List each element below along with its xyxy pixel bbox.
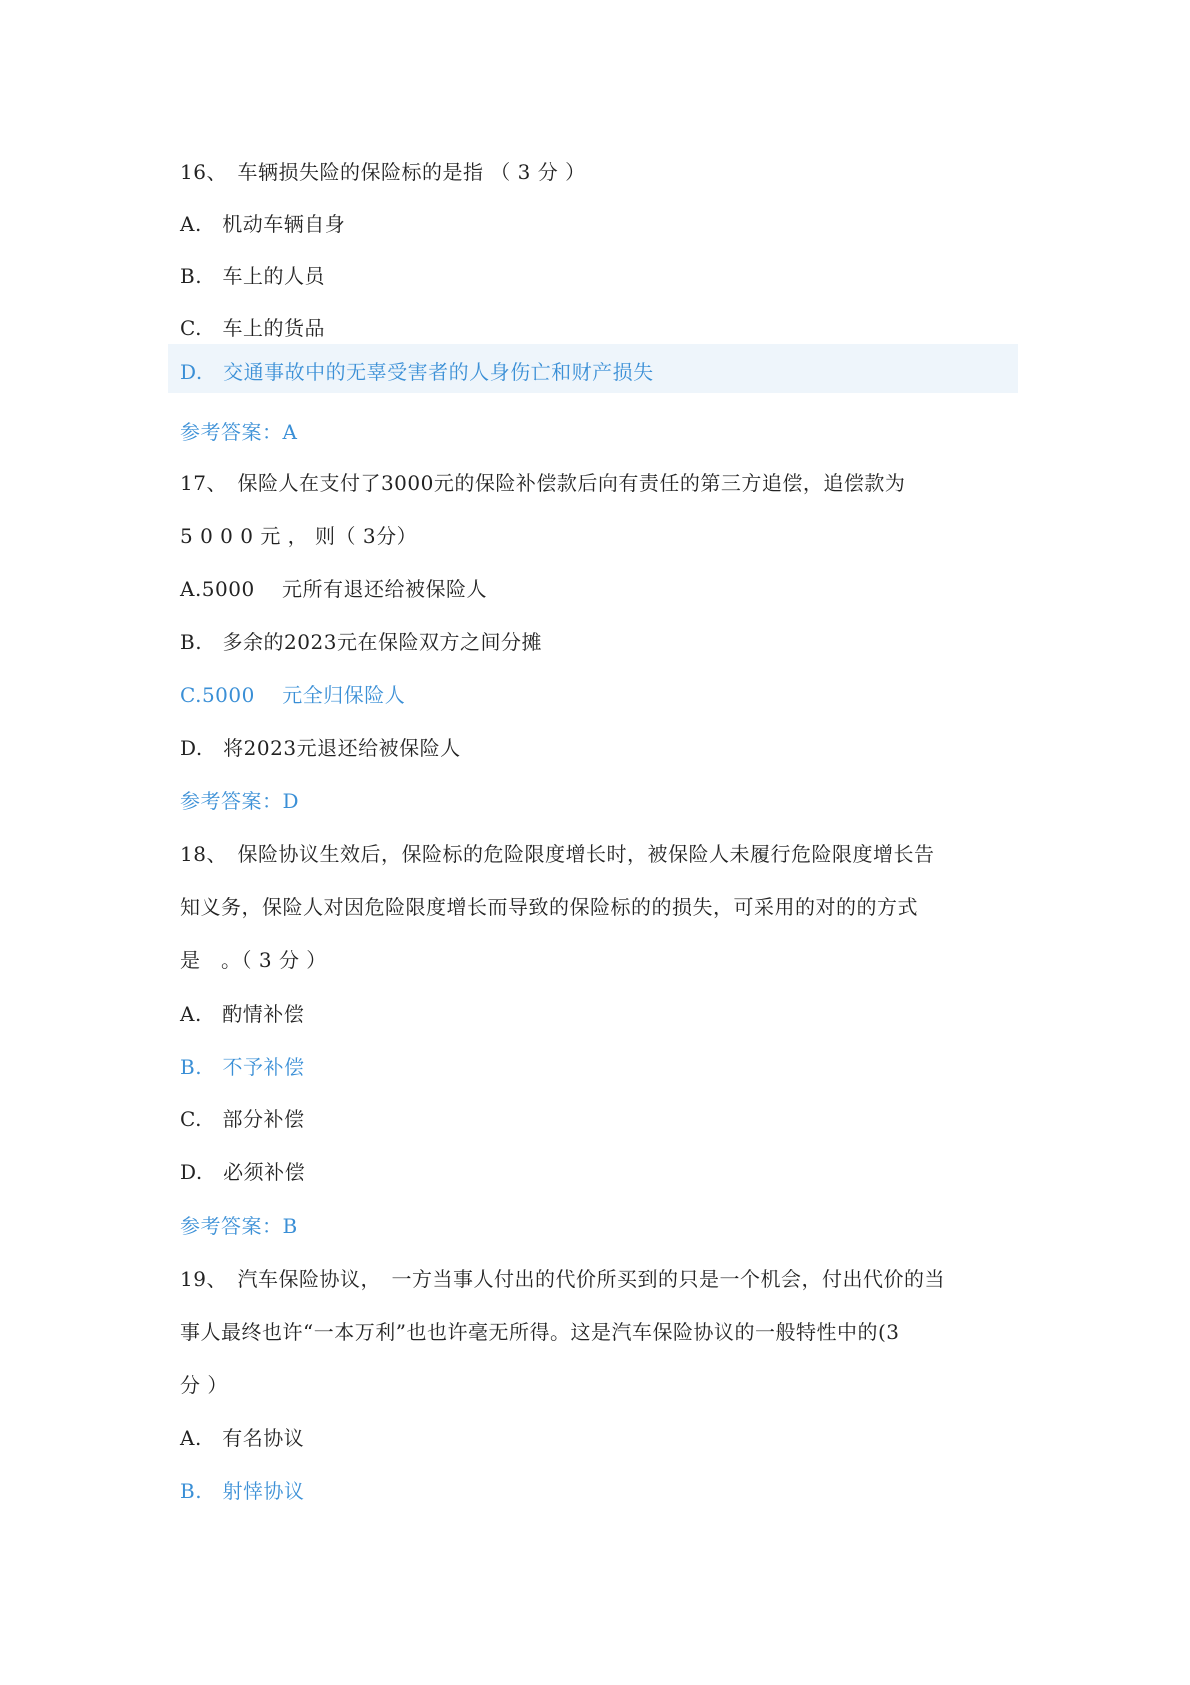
question-17-option-c: C.5000 元全归保险人 — [180, 683, 406, 707]
question-18-option-b: B. 不予补偿 — [180, 1055, 305, 1079]
question-18-option-d: D. 必须补偿 — [180, 1160, 306, 1184]
question-17-stem-line-2: 5 0 0 0 元 ， 则（ 3分） — [180, 524, 418, 548]
question-17-stem-line-1: 17、 保险人在支付了3000元的保险补偿款后向有责任的第三方追偿，追偿款为 — [180, 471, 906, 495]
question-18-stem-line-1: 18、 保险协议生效后，保险标的危险限度增长时，被保险人未履行危险限度增长告 — [180, 842, 935, 866]
question-19-stem-line-2: 事人最终也许“一本万利”也也许毫无所得。这是汽车保险协议的一般特性中的(3 — [180, 1320, 900, 1344]
question-19-option-a: A. 有名协议 — [180, 1426, 305, 1450]
question-18-option-c: C. 部分补偿 — [180, 1107, 305, 1131]
question-19-stem-line-1: 19、 汽车保险协议， 一方当事人付出的代价所买到的只是一个机会，付出代价的当 — [180, 1267, 945, 1291]
question-17-option-d: D. 将2023元退还给被保险人 — [180, 736, 461, 760]
question-17-answer: 参考答案：D — [180, 789, 300, 813]
question-18-stem-line-2: 知义务，保险人对因危险限度增长而导致的保险标的的损失，可采用的对的的方式 — [180, 895, 918, 919]
question-16-option-c: C. 车上的货品 — [180, 316, 325, 340]
question-17-option-b: B. 多余的2023元在保险双方之间分摊 — [180, 630, 542, 654]
question-18-option-a: A. 酌情补偿 — [180, 1002, 305, 1026]
question-18-stem-line-3: 是 。（ 3 分 ） — [180, 948, 327, 972]
question-16-stem: 16、 车辆损失险的保险标的是指 （ 3 分 ） — [180, 160, 586, 184]
question-19-stem-line-3: 分 ） — [180, 1373, 228, 1397]
question-16-option-d: D. 交通事故中的无辜受害者的人身伤亡和财产损失 — [180, 360, 654, 384]
question-16-option-b: B. 车上的人员 — [180, 264, 326, 288]
question-16-option-a: A. 机动车辆自身 — [180, 212, 346, 236]
question-17-option-a: A.5000 元所有退还给被保险人 — [180, 577, 488, 601]
question-19-option-b: B. 射悻协议 — [180, 1479, 305, 1503]
question-16-answer: 参考答案：A — [180, 420, 298, 444]
question-18-answer: 参考答案：B — [180, 1214, 298, 1238]
